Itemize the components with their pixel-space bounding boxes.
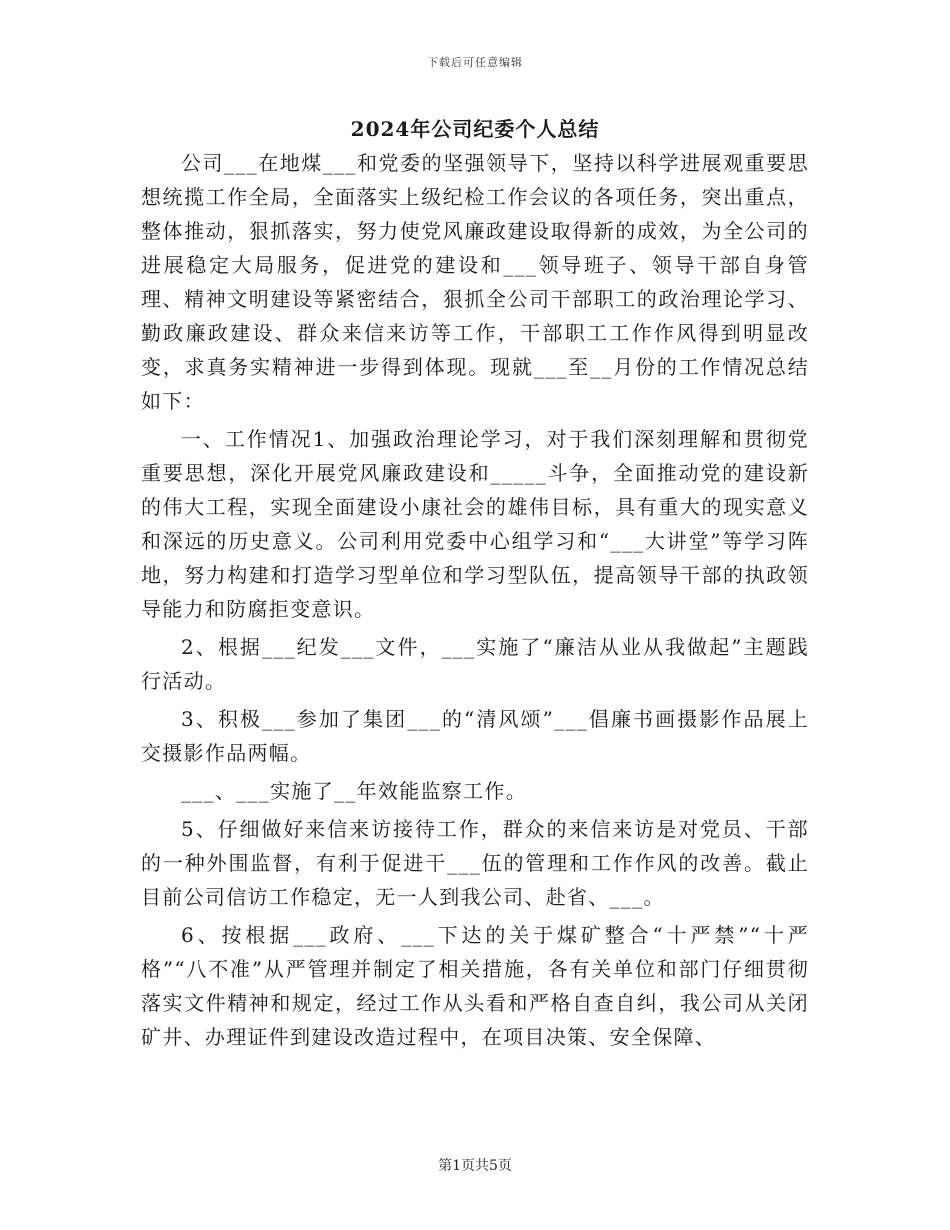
paragraph-item-6: 6、按根据___政府、___下达的关于煤矿整合“十严禁”“十严格”“八不准”从严管理并制定了相关措施，各有关单位和部门仔细贯彻落实文件精神和规定，经过工作从头看和严格自查自纠，我公司从关闭矿井、办理证件到建设改造过程中，在项目决策、安全保障、 — [141, 923, 809, 1049]
paragraph-intro: 公司___在地煤___和党委的坚强领导下，坚持以科学进展观重要思想统揽工作全局，全面落实上级纪检工作会议的各项任务，突出重点，整体推动，狠抓落实，努力使党风廉政建设取得新的成效，为全公司的进展稳定大局服务，促进党的建设和___领导班子、领导干部自身管理、精神文明建设等紧密结合，狠抓全公司干部职工的政治理论学习、勤政廉政建设、群众来信来访等工作，干部职工工作作风得到明显改变，求真务实精神进一步得到体现。现就___至__月份的工作情况总结如下： — [141, 151, 809, 413]
paragraph-item-5: 5、仔细做好来信来访接待工作，群众的来信来访是对党员、干部的一种外围监督，有利于促进干___伍的管理和工作作风的改善。截止目前公司信访工作稳定，无一人到我公司、赴省、___。 — [141, 817, 809, 909]
page-number: 第1页共5页 — [438, 1158, 512, 1174]
document-body — [141, 146, 809, 1058]
paragraph-item-2: 2、根据___纪发___文件，___实施了“廉洁从业从我做起”主题践行活动。 — [141, 635, 809, 693]
paragraph-item-4: ___、___实施了__年效能监察工作。 — [181, 779, 527, 803]
paragraph-item-3: 3、积极___参加了集团___的“清风颂”___倡廉书画摄影作品展上交摄影作品两幅。 — [141, 707, 809, 765]
page-header-note: 下载后可任意编辑 — [427, 56, 523, 69]
paragraph-work-status: 一、工作情况1、加强政治理论学习，对于我们深刻理解和贯彻党重要思想，深化开展党风廉政建设和_____斗争，全面推动党的建设新的伟大工程，实现全面建设小康社会的雄伟目标，具有重大的现实意义和深远的历史意义。公司利用党委中心组学习和“___大讲堂”等学习阵地，努力构建和打造学习型单位和学习型队伍，提高领导干部的执政领导能力和防腐拒变意识。 — [141, 427, 809, 621]
document-title: 2024年公司纪委个人总结 — [350, 117, 600, 141]
